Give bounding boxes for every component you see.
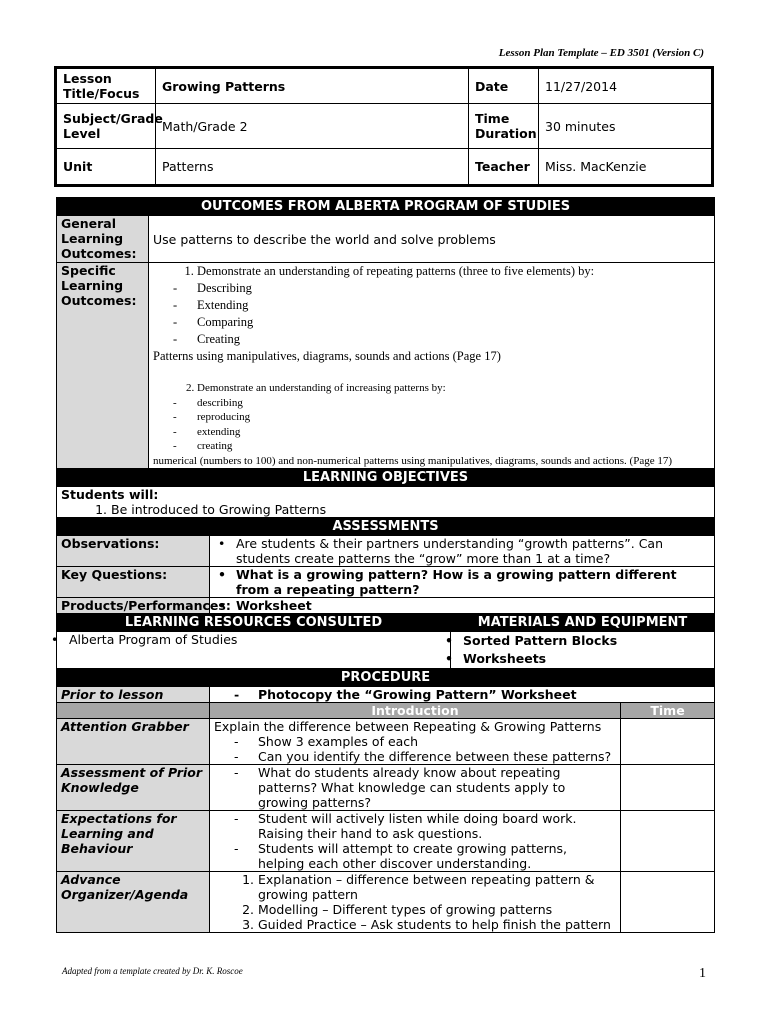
prior-knowledge-item: - What do students already know about repeating patterns? What knowledge can students apply to growing patterns? [214, 765, 616, 810]
objectives-heading: LEARNING OBJECTIVES [57, 469, 715, 487]
outcome-2-item: - creating [153, 439, 710, 454]
expectations-item: - Student will actively listen while doing board work. Raising their hand to ask questions. [214, 811, 616, 841]
outcome-2-note: numerical (numbers to 100) and non-numerical patterns using manipulatives, diagrams, sounds and actions. (Page 17) [153, 454, 673, 467]
material-item: • Sorted Pattern Blocks [441, 632, 710, 650]
general-outcomes-text: Use patterns to describe the world and solve problems [149, 216, 715, 263]
assessments-heading: ASSESSMENTS [57, 518, 715, 536]
material-item: • Worksheets [441, 650, 710, 668]
key-questions-text: • What is a growing pattern? How is a growing pattern different from a repeating pattern? [214, 567, 710, 597]
expectations-label: Expectations for Learning and Behaviour [57, 811, 210, 872]
objective-item: 1. Be introduced to Growing Patterns [111, 502, 710, 517]
introduction-heading: Introduction [210, 703, 621, 719]
title-value: Growing Patterns [156, 68, 469, 104]
agenda-label: Advance Organizer/Agenda [57, 872, 210, 933]
time-label: Time Duration [469, 104, 539, 149]
materials-heading: MATERIALS AND EQUIPMENT [451, 614, 715, 632]
expectations-item: - Students will attempt to create growing patterns, helping each other discover understanding. [214, 841, 616, 871]
page-number: 1 [699, 966, 706, 981]
general-outcomes-label: General Learning Outcomes: [57, 216, 149, 263]
resource-item: • Alberta Program of Studies [47, 632, 446, 647]
procedure-heading: PROCEDURE [57, 669, 715, 687]
observations-label: Observations: [57, 536, 210, 567]
time-value: 30 minutes [539, 104, 713, 149]
teacher-value: Miss. MacKenzie [539, 149, 713, 186]
lesson-info-table [54, 66, 714, 187]
agenda-item: 3. Guided Practice – Ask students to help finish the pattern [258, 917, 616, 932]
prior-text: - Photocopy the “Growing Pattern” Worksheet [214, 687, 710, 702]
objectives-lead: Students will: [61, 487, 159, 502]
products-label: Products/Performances: [57, 598, 210, 614]
agenda-item: 1. Explanation – difference between repeating pattern & growing pattern [258, 872, 616, 902]
subject-value: Math/Grade 2 [156, 104, 469, 149]
outcome-1-title: 1. Demonstrate an understanding of repeating patterns (three to five elements) by: [197, 263, 710, 280]
prior-knowledge-label: Assessment of Prior Knowledge [57, 765, 210, 811]
attention-grabber-label: Attention Grabber [57, 719, 210, 765]
date-value: 11/27/2014 [539, 68, 713, 104]
outcome-2-title: 2. Demonstrate an understanding of increasing patterns by: [197, 381, 710, 396]
outcome-1-note: Patterns using manipulatives, diagrams, sounds and actions (Page 17) [153, 349, 501, 363]
resources-heading: LEARNING RESOURCES CONSULTED [57, 614, 451, 632]
document-header: Lesson Plan Template – ED 3501 (Version C) [498, 47, 704, 59]
attention-grabber-item: - Show 3 examples of each [214, 734, 616, 749]
products-text: • Worksheet [214, 598, 710, 613]
attention-grabber-item: - Can you identify the difference between these patterns? [214, 749, 616, 764]
outcome-1-item: - Comparing [153, 314, 710, 331]
unit-label: Unit [56, 149, 156, 186]
outcome-2-item: - reproducing [153, 410, 710, 425]
teacher-label: Teacher [469, 149, 539, 186]
outcome-2-item: - extending [153, 425, 710, 440]
lesson-plan-table [56, 197, 715, 933]
agenda-item: 2. Modelling – Different types of growing patterns [258, 902, 616, 917]
date-label: Date [469, 68, 539, 104]
footer-credit: Adapted from a template created by Dr. K. Roscoe [62, 966, 243, 976]
specific-outcomes-label: Specific Learning Outcomes: [57, 263, 149, 469]
objectives-body [57, 487, 715, 518]
observations-text: • Are students & their partners understanding “growth patterns”. Can students create patterns the “grow” more than 1 at a time? [214, 536, 710, 566]
outcome-1-item: - Describing [153, 280, 710, 297]
time-heading: Time [621, 703, 715, 719]
subject-label: Subject/Grade Level [56, 104, 156, 149]
outcome-2-item: - describing [153, 396, 710, 411]
prior-label: Prior to lesson [57, 687, 210, 703]
title-label: Lesson Title/Focus [56, 68, 156, 104]
attention-grabber-lead: Explain the difference between Repeating & Growing Patterns [214, 719, 602, 734]
outcome-1-item: - Creating [153, 331, 710, 348]
specific-outcomes-body [149, 263, 715, 469]
unit-value: Patterns [156, 149, 469, 186]
key-questions-label: Key Questions: [57, 567, 210, 598]
outcome-1-item: - Extending [153, 297, 710, 314]
outcomes-heading: OUTCOMES FROM ALBERTA PROGRAM OF STUDIES [57, 198, 715, 216]
